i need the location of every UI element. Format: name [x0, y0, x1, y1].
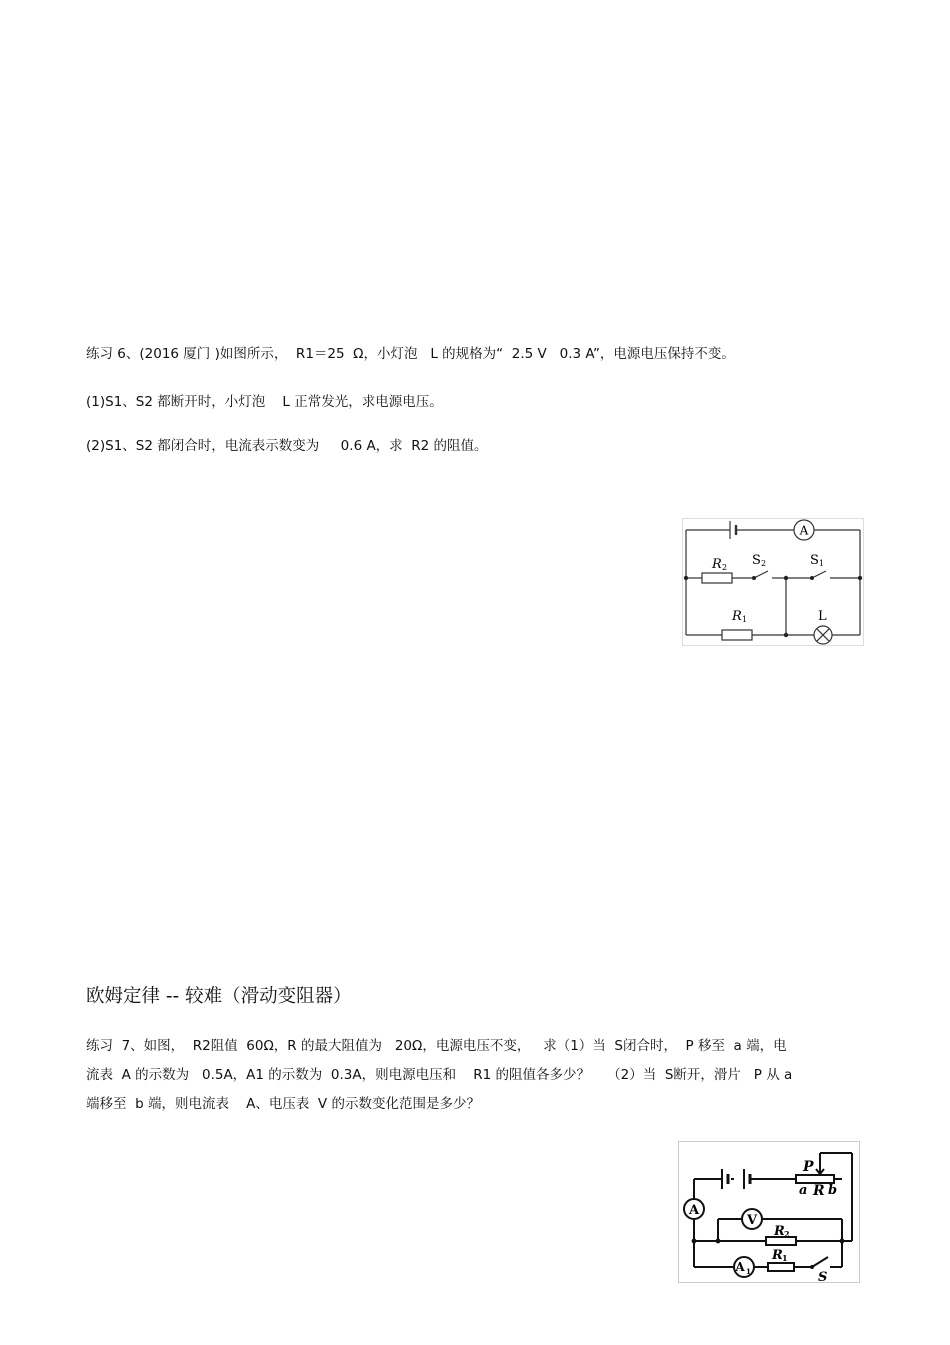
- r1-label: R: [732, 609, 742, 624]
- r1-subscript: 1: [742, 615, 748, 624]
- r1-label: R: [772, 1248, 783, 1263]
- exercise7-line2: 流表 A 的示数为 0.5A，A1 的示数为 0.3A，则电源电压和 R1 的阻值各多少？ （2）当 S断开，滑片 P 从 a: [86, 1067, 793, 1083]
- exercise6-question1: (1)S1、S2 都断开时，小灯泡 L 正常发光，求电源电压。: [86, 394, 443, 410]
- s1-subscript: 1: [819, 559, 825, 568]
- ammeter-a1-label: A: [735, 1260, 745, 1274]
- s2-label: S: [752, 553, 761, 568]
- lamp-label: L: [818, 609, 827, 624]
- ammeter-a1-subscript: 1: [746, 1267, 751, 1276]
- exercise6-circuit-diagram: [682, 518, 864, 646]
- exercise6-intro: 练习 6、(2016 厦门 )如图所示， R1＝25 Ω，小灯泡 L 的规格为“ 2.5 V 0.3 A”，电源电压保持不变。: [86, 346, 735, 362]
- r2-subscript: 2: [722, 563, 728, 572]
- switch-s-label: S: [818, 1270, 828, 1283]
- exercise7-circuit-diagram: [678, 1141, 860, 1283]
- ammeter-label: A: [799, 523, 809, 538]
- switch-pivot-dot: [810, 1265, 814, 1269]
- r2-label: R: [712, 557, 722, 572]
- r1-subscript: 1: [782, 1253, 788, 1263]
- switch-pivot-dot: [752, 576, 756, 580]
- s1-label: S: [810, 553, 819, 568]
- switch-pivot-dot: [810, 576, 814, 580]
- junction-dot: [840, 1239, 845, 1244]
- ammeter-a-label: A: [688, 1203, 700, 1218]
- section-heading: 欧姆定律 -- 较难（滑动变阻器）: [86, 986, 352, 1007]
- exercise7-line1: 练习 7、如图， R2阻值 60Ω，R 的最大阻值为 20Ω，电源电压不变， 求（1）当 S闭合时， P 移至 a 端，电: [86, 1038, 787, 1054]
- slider-p-label: P: [803, 1159, 814, 1175]
- junction-dot: [784, 576, 788, 580]
- junction-dot: [784, 633, 788, 637]
- s2-subscript: 2: [761, 559, 767, 568]
- voltmeter-v-label: V: [746, 1213, 758, 1228]
- exercise6-question2: (2)S1、S2 都闭合时，电流表示数变为 0.6 A，求 R2 的阻值。: [86, 438, 488, 454]
- junction-dot: [692, 1239, 697, 1244]
- rheostat-r-label: R: [813, 1183, 825, 1199]
- end-b-label: b: [828, 1183, 838, 1198]
- r2-label: R: [774, 1224, 785, 1239]
- junction-dot: [684, 576, 688, 580]
- junction-dot: [716, 1239, 721, 1244]
- junction-dot: [858, 576, 862, 580]
- r2-subscript: 2: [784, 1229, 790, 1239]
- end-a-label: a: [799, 1183, 808, 1198]
- exercise7-line3: 端移至 b 端，则电流表 A、电压表 V 的示数变化范围是多少？: [86, 1096, 480, 1112]
